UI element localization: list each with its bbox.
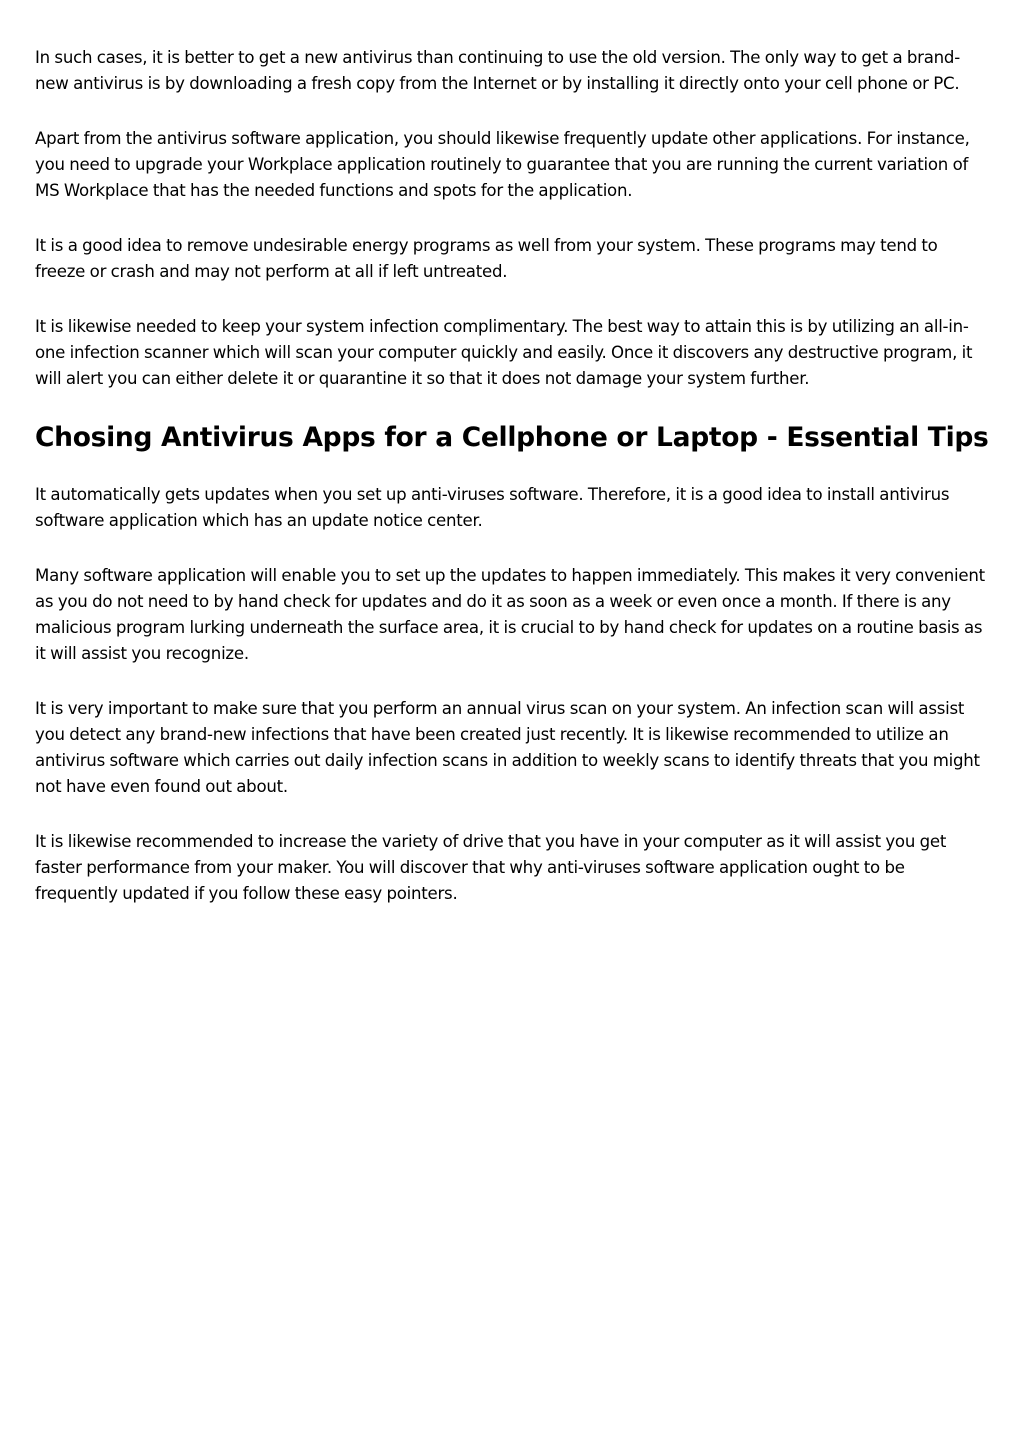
paragraph-update-other-apps: Apart from the antivirus software application, you should likewise frequently update other applications. For instance, you need to upgrade your Workplace application routinely to guarantee that you are running the current variation of MS Workplace that has the needed functions and spots for the application. [35, 129, 970, 200]
section-heading: Chosing Antivirus Apps for a Cellphone or Laptop - Essential Tips [35, 422, 989, 453]
paragraph-remove-utilities: It is a good idea to remove undesirable energy programs as well from your system. These programs may tend to freeze or crash and may not perform at all if left untreated. [35, 236, 938, 281]
paragraph-more-drives: It is likewise recommended to increase the variety of drive that you have in your computer as it will assist you get faster performance from your maker. You will discover that why anti-viruses software application ought to be frequently updated if you follow these easy pointers. [35, 832, 947, 903]
paragraph-auto-updates: It automatically gets updates when you set up anti-viruses software. Therefore, it is a good idea to install antivirus software application which has an update notice center. [35, 485, 950, 530]
paragraph-annual-scan: It is very important to make sure that you perform an annual virus scan on your system. An infection scan will assist you detect any brand-new infections that have been created just recently. It is likewise recommended to utilize an antivirus software which carries out daily infection scans in addition to weekly scans to identify threats that you might not have even found out about. [35, 699, 980, 796]
paragraph-new-antivirus: In such cases, it is better to get a new antivirus than continuing to use the old version. The only way to get a brand-new antivirus is by downloading a fresh copy from the Internet or by installing it directly onto your cell phone or PC. [35, 48, 960, 93]
paragraph-scheduled-updates: Many software application will enable you to set up the updates to happen immediately. This makes it very convenient as you do not need to by hand check for updates and do it as soon as a week or even once a month. If there is any malicious program lurking underneath the surface area, it is crucial to by hand check for updates on a routine basis as it will assist you recognize. [35, 566, 985, 663]
paragraph-infection-scanner: It is likewise needed to keep your system infection complimentary. The best way to attain this is by utilizing an all-in-one infection scanner which will scan your computer quickly and easily. Once it discovers any destructive program, it will alert you can either delete it or quarantine it so that it does not damage your system further. [35, 317, 973, 388]
